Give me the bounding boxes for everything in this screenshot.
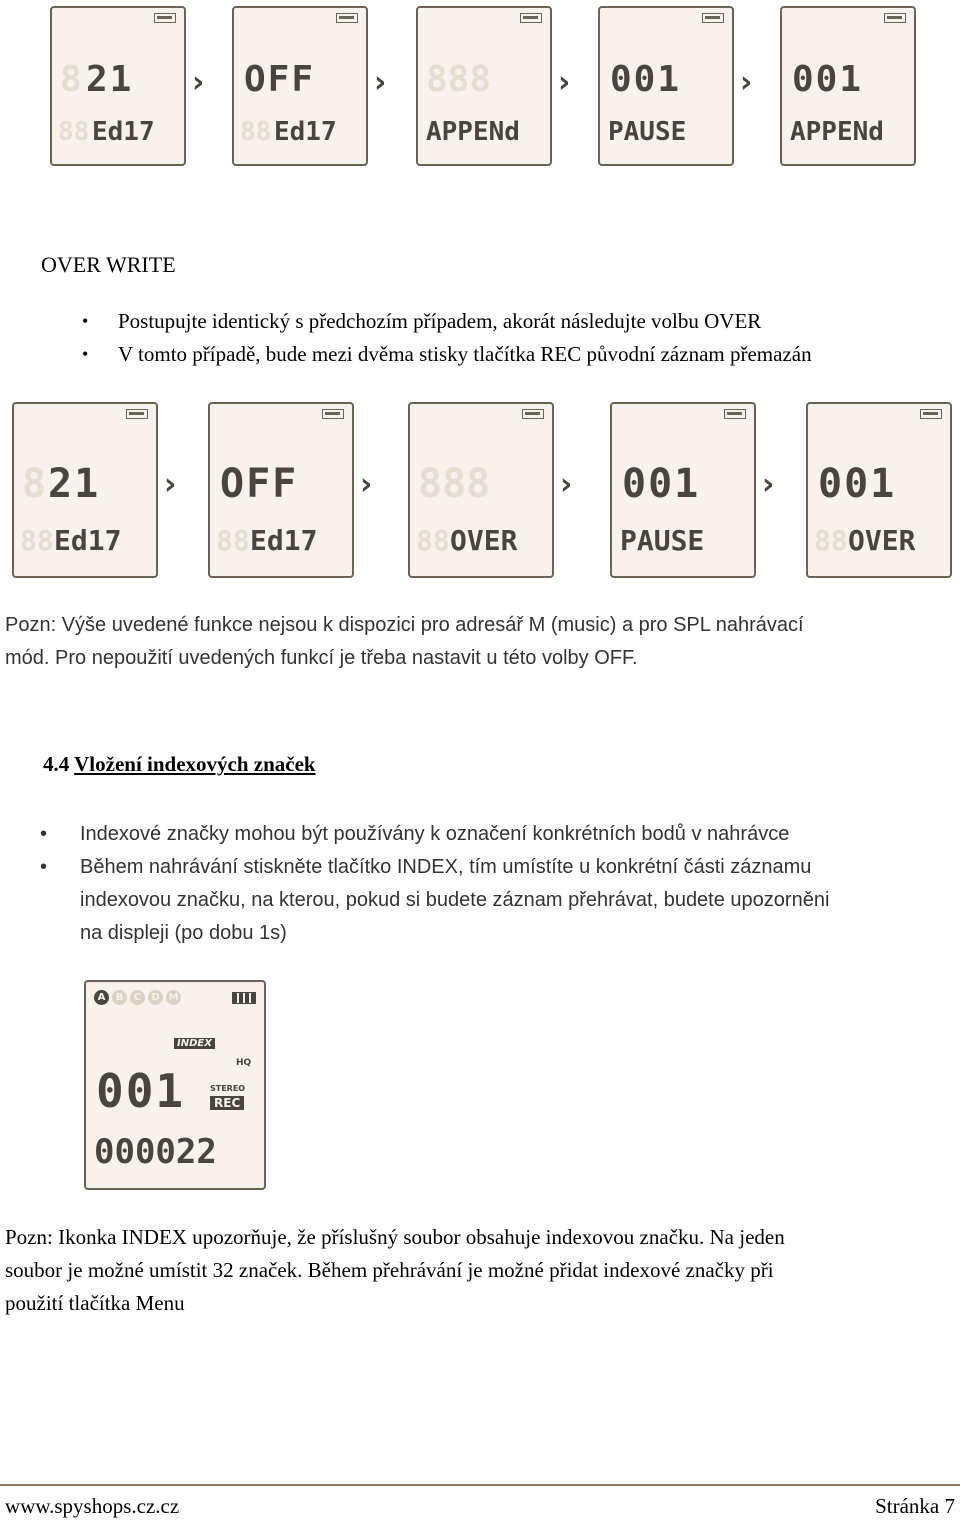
list-item: • Postupujte identický s předchozím případem, akorát následujte volbu OVER (82, 309, 762, 333)
list-item: • Indexové značky mohou být používány k označení konkrétních bodů v nahrávce (40, 823, 790, 845)
ghost-word: 88 (416, 524, 450, 558)
ghost-digits: 888 (418, 460, 491, 507)
lcd-screen (598, 6, 734, 166)
lcd-digits: OFF (220, 460, 299, 507)
lcd-word: Ed17 (92, 117, 155, 148)
chevron-right-icon: › (192, 65, 205, 101)
list-item-continuation: na displeji (po dobu 1s) (80, 922, 287, 944)
battery-icon (522, 409, 544, 419)
ghost-digits: 8 (22, 460, 47, 507)
section-number: 4.4 (43, 752, 70, 776)
lcd-word: Ed17 (274, 117, 337, 148)
lcd-screen (232, 6, 368, 166)
lcd-digits: 21 (48, 460, 101, 507)
list-item: • Během nahrávání stiskněte tlačítko INDEX, tím umístíte u konkrétní části záznamu (40, 856, 812, 878)
battery-icon (884, 13, 906, 23)
index-lcd-screen (84, 980, 266, 1190)
lcd-word: Ed17 (54, 524, 122, 558)
lcd-screen (780, 6, 916, 166)
lcd-digits: 001 (792, 59, 864, 101)
lcd-digits: 001 (818, 460, 897, 507)
battery-icon (724, 409, 746, 419)
note-line: Pozn: Výše uvedené funkce nejsou k dispozici pro adresář M (music) a pro SPL nahrávací (5, 614, 804, 636)
battery-icon (126, 409, 148, 419)
battery-icon (520, 13, 542, 23)
list-item: • V tomto případě, bude mezi dvěma stisky tlačítka REC původní záznam přemazán (82, 342, 812, 366)
stereo-label: STEREO (210, 1084, 246, 1093)
lcd-screen (416, 6, 552, 166)
lcd-screen (50, 6, 186, 166)
lcd-word: PAUSE (620, 524, 705, 558)
list-item-continuation: indexovou značku, na kterou, pokud si budete záznam přehrávat, budete upozorněni (80, 889, 830, 911)
chevron-right-icon: › (560, 467, 573, 503)
lcd-word: OVER (450, 524, 518, 558)
chevron-right-icon: › (374, 65, 387, 101)
lcd-word: Ed17 (250, 524, 318, 558)
lcd-digits: 001 (610, 59, 682, 101)
rec-label: REC (210, 1096, 244, 1110)
over-write-bullets (82, 305, 812, 371)
battery-icon (920, 409, 942, 419)
folder-icon: D (148, 990, 163, 1005)
lcd-digits: 001 (622, 460, 701, 507)
ghost-word: 88 (20, 524, 54, 558)
chevron-right-icon: › (558, 65, 571, 101)
lcd-screen (12, 402, 158, 578)
footer-page-number: Stránka 7 (875, 1494, 955, 1518)
chevron-right-icon: › (164, 467, 177, 503)
note-line: Pozn: Ikonka INDEX upozorňuje, že příslušný soubor obsahuje indexovou značku. Na jeden (5, 1225, 785, 1249)
battery-icon (336, 13, 358, 23)
lcd-screen (610, 402, 756, 578)
over-write-heading: OVER WRITE (41, 252, 176, 277)
lcd-word: APPENd (426, 117, 520, 148)
lcd-screen (806, 402, 952, 578)
ghost-digits: 8 (60, 59, 82, 101)
chevron-right-icon: › (360, 467, 373, 503)
battery-icon (702, 13, 724, 23)
note-index (5, 1221, 955, 1320)
folder-icon: B (112, 990, 127, 1005)
folder-icon: M (166, 990, 181, 1005)
footer-website[interactable]: www.spyshops.cz.cz (5, 1494, 180, 1518)
battery-icon (154, 13, 176, 23)
footer-divider (0, 1484, 960, 1486)
lcd-word: APPENd (790, 117, 884, 148)
ghost-word: 88 (240, 117, 272, 148)
ghost-word: 88 (814, 524, 848, 558)
lcd-digits: 001 (96, 1064, 186, 1118)
note-line: soubor je možné umístit 32 značek. Během přehrávání je možné přidat indexové značky při (5, 1258, 774, 1282)
folder-icons (94, 990, 181, 1005)
lcd-screen (408, 402, 554, 578)
note-line: použití tlačítka Menu (5, 1291, 185, 1315)
ghost-word: 88 (58, 117, 90, 148)
hq-label: HQ (236, 1058, 252, 1068)
lcd-digits: OFF (244, 59, 316, 101)
lcd-sequence-over (0, 402, 960, 578)
chevron-right-icon: › (740, 65, 753, 101)
chevron-right-icon: › (762, 467, 775, 503)
note-line: mód. Pro nepoužití uvedených funkcí je třeba nastavit u této volby OFF. (5, 647, 638, 669)
lcd-digits: 21 (86, 59, 134, 101)
folder-icon: A (94, 990, 109, 1005)
section-title: Vložení indexových značek (74, 752, 316, 776)
ghost-word: 88 (216, 524, 250, 558)
index-badge: INDEX (174, 1038, 215, 1049)
note-functions (5, 609, 955, 675)
battery-icon (322, 409, 344, 419)
ghost-digits: 888 (426, 59, 492, 101)
section-bullets (40, 818, 940, 950)
lcd-word: PAUSE (608, 117, 687, 148)
folder-icon: C (130, 990, 145, 1005)
section-heading (43, 752, 316, 777)
lcd-word: OVER (848, 524, 916, 558)
lcd-counter: 000022 (94, 1132, 217, 1172)
lcd-screen (208, 402, 354, 578)
battery-icon (232, 992, 256, 1004)
lcd-sequence-append (0, 6, 960, 166)
